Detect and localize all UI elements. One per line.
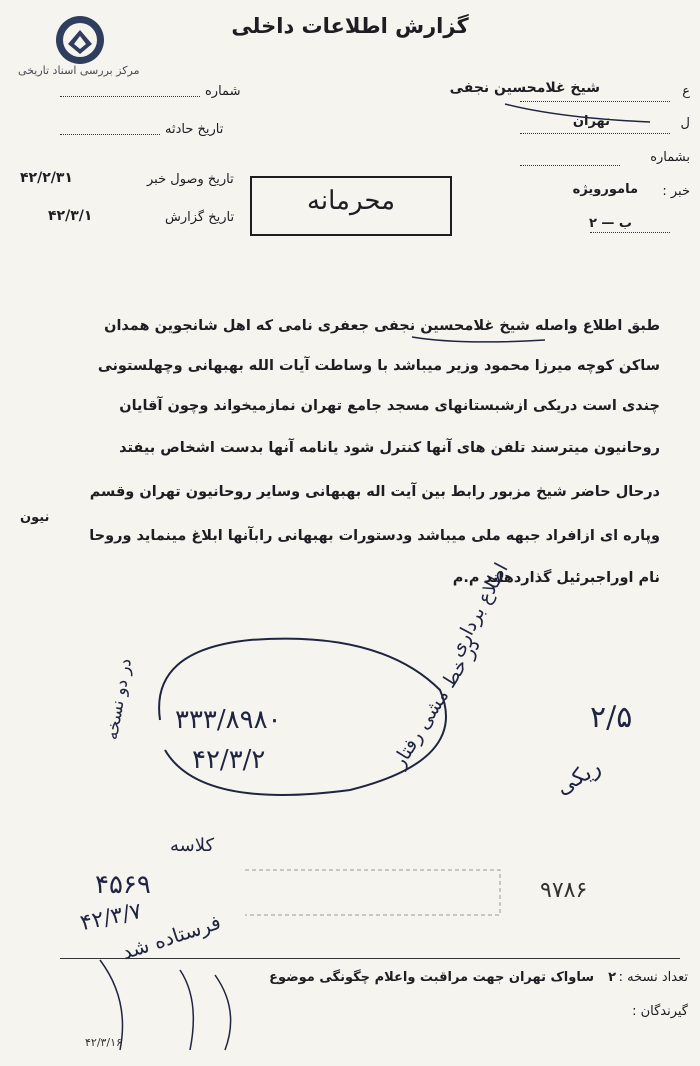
location-label: ل xyxy=(680,116,690,131)
report-date-label: تاریخ گزارش xyxy=(165,210,235,225)
right-note-2: ریکی xyxy=(551,754,606,801)
side-note: در دو نسخه xyxy=(102,656,136,742)
page-title: گزارش اطلاعات داخلی xyxy=(231,14,469,38)
circle-date: ۴۲/۳/۲ xyxy=(192,745,266,775)
sent-label: فرستاده شد xyxy=(118,909,224,965)
body-note-above: نیون xyxy=(20,510,50,525)
number-label-right: بشماره xyxy=(650,150,690,165)
sent-date: ۴۲/۳/۷ xyxy=(78,898,145,937)
source-label: خبر : xyxy=(662,184,690,199)
event-date-label: تاریخ حادثه xyxy=(165,122,224,137)
body-line-3: چندی است دریکی ازشبستانهای مسجد جامع تهران نمازمیخواند وچون آقایان xyxy=(119,398,660,414)
circle-number: ۳۳۳/۸۹۸۰ xyxy=(175,705,282,735)
body-line-1: طبق اطلاع واصله شیخ غلامحسین نجفی جعفری نامی که اهل شانجوین همدان xyxy=(104,318,660,334)
location-value: تهران xyxy=(572,114,610,129)
body-line-4: روحانیون میترسند تلفن های آنها کنترل شود یانامه آنها بدست اشخاص بیفتد xyxy=(119,440,660,456)
number-label-left: شماره xyxy=(205,84,241,99)
receipt-date-label: تاریخ وصول خبر xyxy=(147,172,234,187)
subject-value: شیخ غلامحسین نجفی xyxy=(449,80,600,96)
center-note-2: در خط مشی رفتار xyxy=(388,634,485,772)
subject-label: ع xyxy=(682,84,690,99)
recipients-label: گیرندگان : xyxy=(632,1004,688,1019)
center-note: اطلاع برداری xyxy=(445,559,513,661)
body-line-2: ساکن کوچه میرزا محمود وزیر میباشد با وساطت آیات الله بهبهانی وچهلستونی xyxy=(97,358,660,374)
body-line-5: درحال حاضر شیخ مزبور رابط بین آیت اله بهبهانی وسایر روحانیون تهران وقسم xyxy=(89,484,660,500)
file-label: کلاسه xyxy=(170,835,215,856)
right-note: ۲/۵ xyxy=(590,700,633,735)
copies-label: تعداد نسخه : xyxy=(618,970,688,985)
logo-caption: مرکز بررسی اسناد تاریخی xyxy=(18,64,140,77)
stamp-text: محرمانه xyxy=(306,186,396,216)
file-number: ۴۵۶۹ xyxy=(95,870,151,900)
receipt-date-value: ۴۲/۲/۳۱ xyxy=(20,170,73,186)
copies-text: ساواک تهران جهت مراقبت واعلام چگونگی موضوع xyxy=(269,970,594,985)
copies-value: ۲ xyxy=(608,970,616,985)
body-line-6: وپاره ای ازافراد جبهه ملی میباشد ودستورات بهبهانی رابآنها ابلاغ مینماید وروحا xyxy=(89,528,660,544)
footer-rule xyxy=(60,958,680,959)
body-line-7: نام اوراجبرئیل گذاردهاند م.م xyxy=(452,570,660,586)
source-value: مامورویژه xyxy=(572,182,638,197)
report-date-value: ۴۲/۳/۱ xyxy=(48,208,93,224)
bottom-date: ۴۲/۳/۱۶ xyxy=(85,1036,122,1049)
grade-label: ب — ۲ xyxy=(588,216,632,231)
stamped-number: ۹۷۸۶ xyxy=(540,878,588,903)
